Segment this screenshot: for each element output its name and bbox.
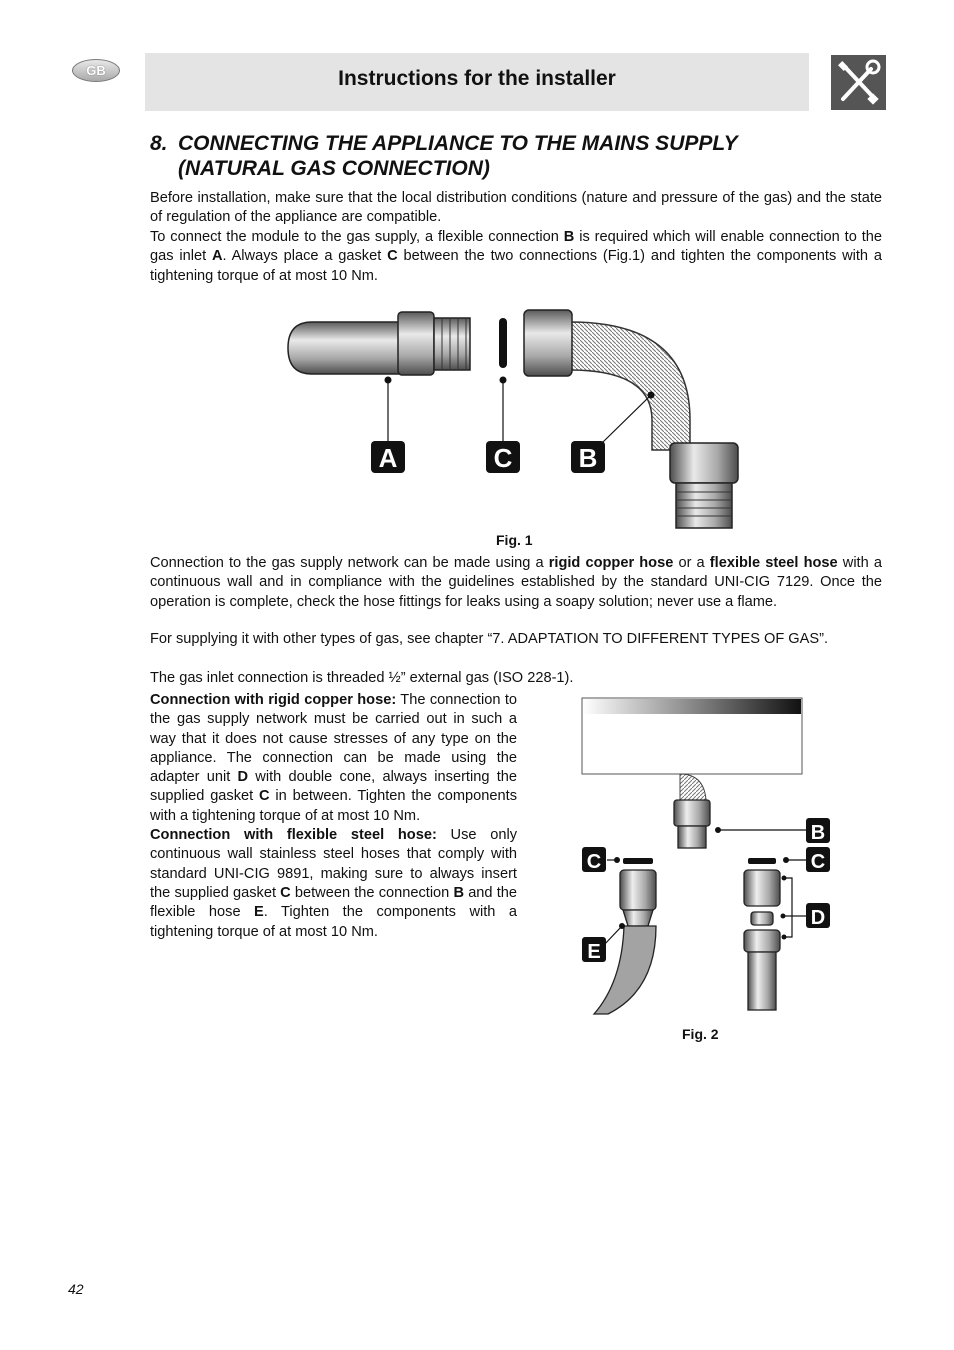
language-badge: GB (72, 59, 120, 82)
hose-nut-top (524, 310, 572, 376)
label-c: C (493, 443, 513, 473)
connection-b-thread (678, 826, 706, 848)
gasket-c-left (623, 858, 653, 864)
figure-2 (0, 690, 954, 1020)
page-number: 42 (68, 1281, 84, 1297)
figure-1-caption: Fig. 1 (496, 532, 533, 548)
hose-nut-bottom (670, 443, 738, 483)
body-paragraph-3: The gas inlet connection is threaded ½” external gas (ISO 228-1). (150, 670, 574, 686)
copper-pipe (748, 952, 776, 1010)
gasket-c-right (748, 858, 776, 864)
figure-2-caption: Fig. 2 (682, 1026, 719, 1042)
label-b-fig2: B (810, 822, 826, 844)
hose-e-collar (623, 910, 653, 926)
connection-b-nut (674, 800, 710, 826)
body-paragraph-1: Connection to the gas supply network can be made using a rigid copper hose or a flexible steel hose with a continuous wall and in compliance with the guidelines established by the standard UNI-CIG 7129. Once the operation is complete, check the hose fittings for leaks using a soapy solution; never use a flame. (150, 555, 882, 610)
header-bar (145, 53, 809, 111)
label-e: E (587, 941, 601, 963)
gasket-c (499, 318, 507, 368)
section-title-line2: (NATURAL GAS CONNECTION) (178, 157, 490, 180)
figure-1 (0, 290, 954, 550)
rigid-copper-paragraph: Connection with rigid copper hose: The connection to the gas supply network must be carried out in such a way that it does not cause stresses of any type on the appliance. The connection can be made using the adapter unit D with double cone, always inserting the supplied gasket C in between. Tighten the components with a tightening torque of at most 10 Nm. (150, 692, 517, 824)
hose-e-nut (620, 870, 656, 910)
section-number: 8. (150, 132, 168, 155)
wrench-screwdriver-icon (831, 55, 886, 110)
adapter-d-cone (751, 912, 773, 925)
intro-paragraph-2: To connect the module to the gas supply, a flexible connection B is required which will enable connection to the gas inlet A. Always place a gasket C between the two connections (Fig.1) and tighten the components with a tightening torque of at most 10 Nm. (150, 229, 882, 284)
page-title: Instructions for the installer (338, 67, 616, 90)
inlet-thread (434, 318, 470, 370)
adapter-d-bottom (744, 930, 780, 952)
appliance-gradient-bar (583, 699, 801, 714)
short-hose (680, 774, 706, 800)
body-paragraph-2: For supplying it with other types of gas, see chapter “7. ADAPTATION TO DIFFERENT TYPES OF GAS”. (150, 631, 829, 647)
intro-paragraph-1: Before installation, make sure that the local distribution conditions (nature and pressure of the gas) and the state of regulation of the appliance are compatible. (150, 190, 882, 226)
inlet-nut (398, 312, 434, 375)
hose-thread-bottom (676, 483, 732, 528)
label-d: D (810, 907, 826, 929)
label-b: B (578, 443, 598, 473)
label-c-right: C (810, 851, 826, 873)
flexible-steel-paragraph: Connection with flexible steel hose: Use only continuous wall stainless steel hoses that comply with standard UNI-CIG 9891, making sure to always insert the supplied gasket C between the connection B and the flexible hose E. Tighten the components with a tightening torque of at most 10 Nm. (150, 827, 517, 940)
label-a: A (378, 443, 398, 473)
adapter-d-top (744, 870, 780, 906)
label-c-left: C (586, 851, 602, 873)
section-heading (150, 131, 910, 181)
section-title-line1: CONNECTING THE APPLIANCE TO THE MAINS SUPPLY (178, 132, 738, 155)
gas-inlet-a (288, 322, 400, 374)
flexible-hose-b (570, 322, 690, 450)
